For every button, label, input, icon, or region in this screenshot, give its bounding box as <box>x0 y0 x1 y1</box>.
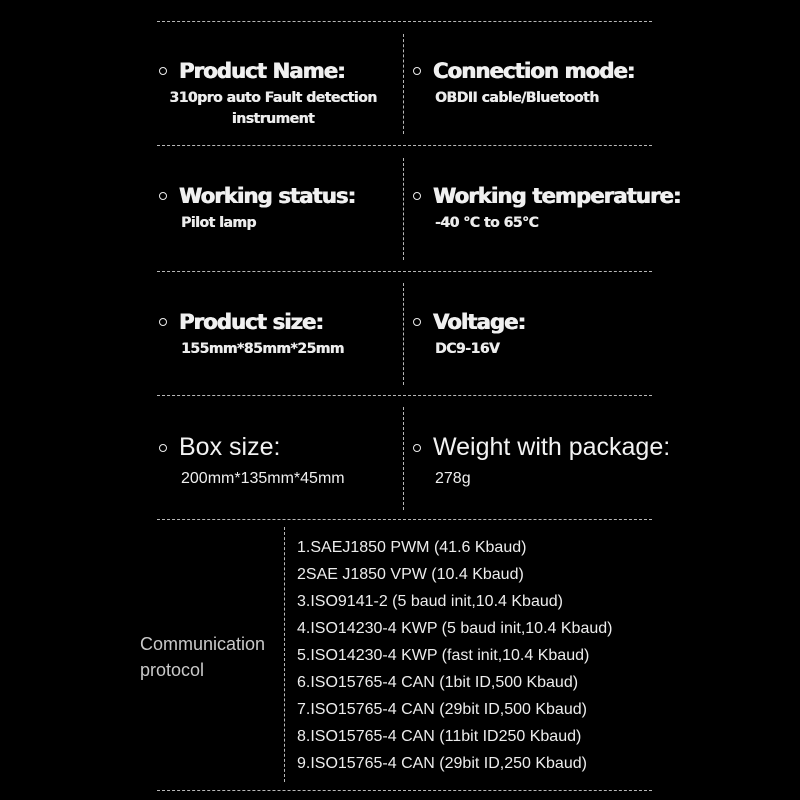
divider-top <box>157 21 652 22</box>
column-divider-row-4 <box>403 407 404 510</box>
communication-protocol-title-line2: protocol <box>140 660 205 680</box>
column-divider-row-2 <box>403 158 404 260</box>
protocol-item: 5.ISO14230-4 KWP (fast init,10.4 Kbaud) <box>297 647 590 664</box>
bullet-icon <box>159 444 167 452</box>
spec-voltage-heading <box>413 310 653 334</box>
bullet-icon <box>413 318 421 326</box>
spec-connection-mode-label: Connection mode: <box>433 59 635 83</box>
bullet-icon <box>159 67 167 75</box>
bullet-icon <box>413 67 421 75</box>
spec-working-status <box>159 184 399 234</box>
spec-product-name <box>159 59 399 130</box>
divider-row-2 <box>157 271 652 272</box>
spec-working-status-value: Pilot lamp <box>181 215 256 231</box>
protocol-item: 4.ISO14230-4 KWP (5 baud init,10.4 Kbaud) <box>297 620 613 637</box>
communication-protocol-title-line1: Communication <box>140 634 266 654</box>
spec-product-name-heading <box>159 59 399 83</box>
spec-connection-mode-value: OBDII cable/Bluetooth <box>435 90 599 106</box>
bullet-icon <box>413 192 421 200</box>
spec-voltage-value: DC9-16V <box>435 341 500 357</box>
protocol-item: 7.ISO15765-4 CAN (29bit ID,500 Kbaud) <box>297 701 587 718</box>
spec-voltage-label: Voltage: <box>433 310 526 334</box>
column-divider-row-1 <box>403 34 404 134</box>
divider-row-3 <box>157 395 652 396</box>
spec-working-status-label: Working status: <box>179 184 356 208</box>
spec-product-size-value: 155mm*85mm*25mm <box>181 341 344 357</box>
protocol-item: 8.ISO15765-4 CAN (11bit ID250 Kbaud) <box>297 728 582 745</box>
bullet-icon <box>159 318 167 326</box>
protocol-item: 9.ISO15765-4 CAN (29bit ID,250 Kbaud) <box>297 755 587 772</box>
communication-protocol-list <box>297 534 612 777</box>
spec-connection-mode-heading <box>413 59 653 83</box>
spec-product-name-label: Product Name: <box>179 59 345 83</box>
spec-product-name-value-line2: instrument <box>231 111 315 127</box>
spec-working-temperature-heading <box>413 184 681 208</box>
protocol-divider <box>284 527 285 782</box>
spec-weight-value: 278g <box>435 470 471 487</box>
spec-box-size-label: Box size: <box>179 433 281 461</box>
spec-working-status-heading <box>159 184 399 208</box>
spec-connection-mode <box>413 59 653 109</box>
divider-bottom <box>157 790 652 791</box>
spec-working-temperature <box>413 184 681 234</box>
bullet-icon <box>159 192 167 200</box>
protocol-item: 2SAE J1850 VPW (10.4 Kbaud) <box>297 566 524 583</box>
spec-box-size-value: 200mm*135mm*45mm <box>181 470 345 487</box>
spec-product-size <box>159 310 399 360</box>
spec-product-name-value-line1: 310pro auto Fault detection <box>169 90 377 106</box>
spec-box-size <box>159 433 399 490</box>
bullet-icon <box>413 444 421 452</box>
protocol-item: 3.ISO9141-2 (5 baud init,10.4 Kbaud) <box>297 593 563 610</box>
divider-row-4 <box>157 519 652 520</box>
communication-protocol-title <box>140 631 280 683</box>
column-divider-row-3 <box>403 283 404 385</box>
spec-product-size-heading <box>159 310 399 334</box>
spec-product-name-value <box>153 87 393 130</box>
spec-voltage <box>413 310 653 360</box>
spec-working-temperature-label: Working temperature: <box>433 184 681 208</box>
spec-working-temperature-value: -40 °C to 65°C <box>435 215 539 231</box>
spec-weight-label: Weight with package: <box>433 433 671 461</box>
spec-weight <box>413 433 703 490</box>
spec-weight-heading <box>413 433 703 462</box>
spec-product-size-label: Product size: <box>179 310 324 334</box>
divider-row-1 <box>157 145 652 146</box>
spec-box-size-heading <box>159 433 399 462</box>
protocol-item: 6.ISO15765-4 CAN (1bit ID,500 Kbaud) <box>297 674 579 691</box>
protocol-item: 1.SAEJ1850 PWM (41.6 Kbaud) <box>297 539 527 556</box>
